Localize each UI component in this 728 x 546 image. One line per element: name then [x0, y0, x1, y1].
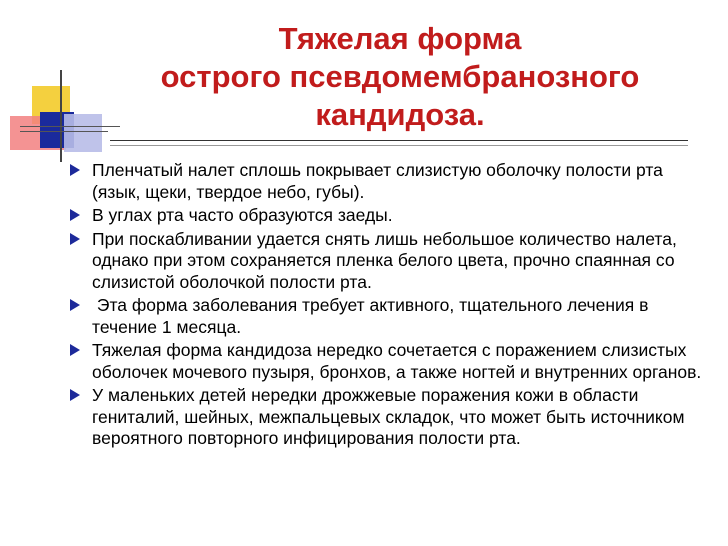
triangle-bullet-icon	[70, 389, 80, 401]
list-item	[70, 340, 710, 383]
decor-lavender-square	[64, 114, 102, 152]
slide-title	[100, 20, 700, 134]
bullet-text: Эта форма заболевания требует активного, тщательного лечения в течение 1 месяца.	[92, 295, 654, 337]
title-underline	[110, 140, 688, 146]
list-item	[70, 229, 710, 294]
list-item	[70, 385, 710, 450]
triangle-bullet-icon	[70, 233, 80, 245]
decor-vertical-line	[60, 70, 62, 162]
triangle-bullet-icon	[70, 209, 80, 221]
triangle-bullet-icon	[70, 344, 80, 356]
bullet-list	[70, 160, 710, 452]
bullet-text: В углах рта часто образуются заеды.	[92, 205, 393, 225]
title-line: Тяжелая форма	[278, 21, 522, 56]
list-item	[70, 205, 710, 227]
bullet-text: У маленьких детей нередки дрожжевые поражения кожи в области гениталий, шейных, межпальцевых складок, что может быть источником вероятного повторного инфицирования полости рта.	[92, 385, 685, 448]
bullet-text: Тяжелая форма кандидоза нередко сочетается с поражением слизистых оболочек мочевого пузыря, бронхов, а также ногтей и внутренних органов.	[92, 340, 702, 382]
triangle-bullet-icon	[70, 299, 80, 311]
list-item	[70, 295, 710, 338]
triangle-bullet-icon	[70, 164, 80, 176]
title-line: кандидоза.	[315, 97, 485, 132]
bullet-text: При поскабливании удается снять лишь небольшое количество налета, однако при этом сохраняется пленка белого цвета, прочно спаянная со слизистой оболочкой полости рта.	[92, 228, 677, 292]
bullet-text: Пленчатый налет сплошь покрывает слизистую оболочку полости рта (язык, щеки, твердое небо, губы).	[92, 160, 663, 202]
list-item	[70, 160, 710, 203]
decor-horizontal-line	[20, 131, 108, 132]
title-line: острого псевдомембранозного	[160, 59, 640, 94]
